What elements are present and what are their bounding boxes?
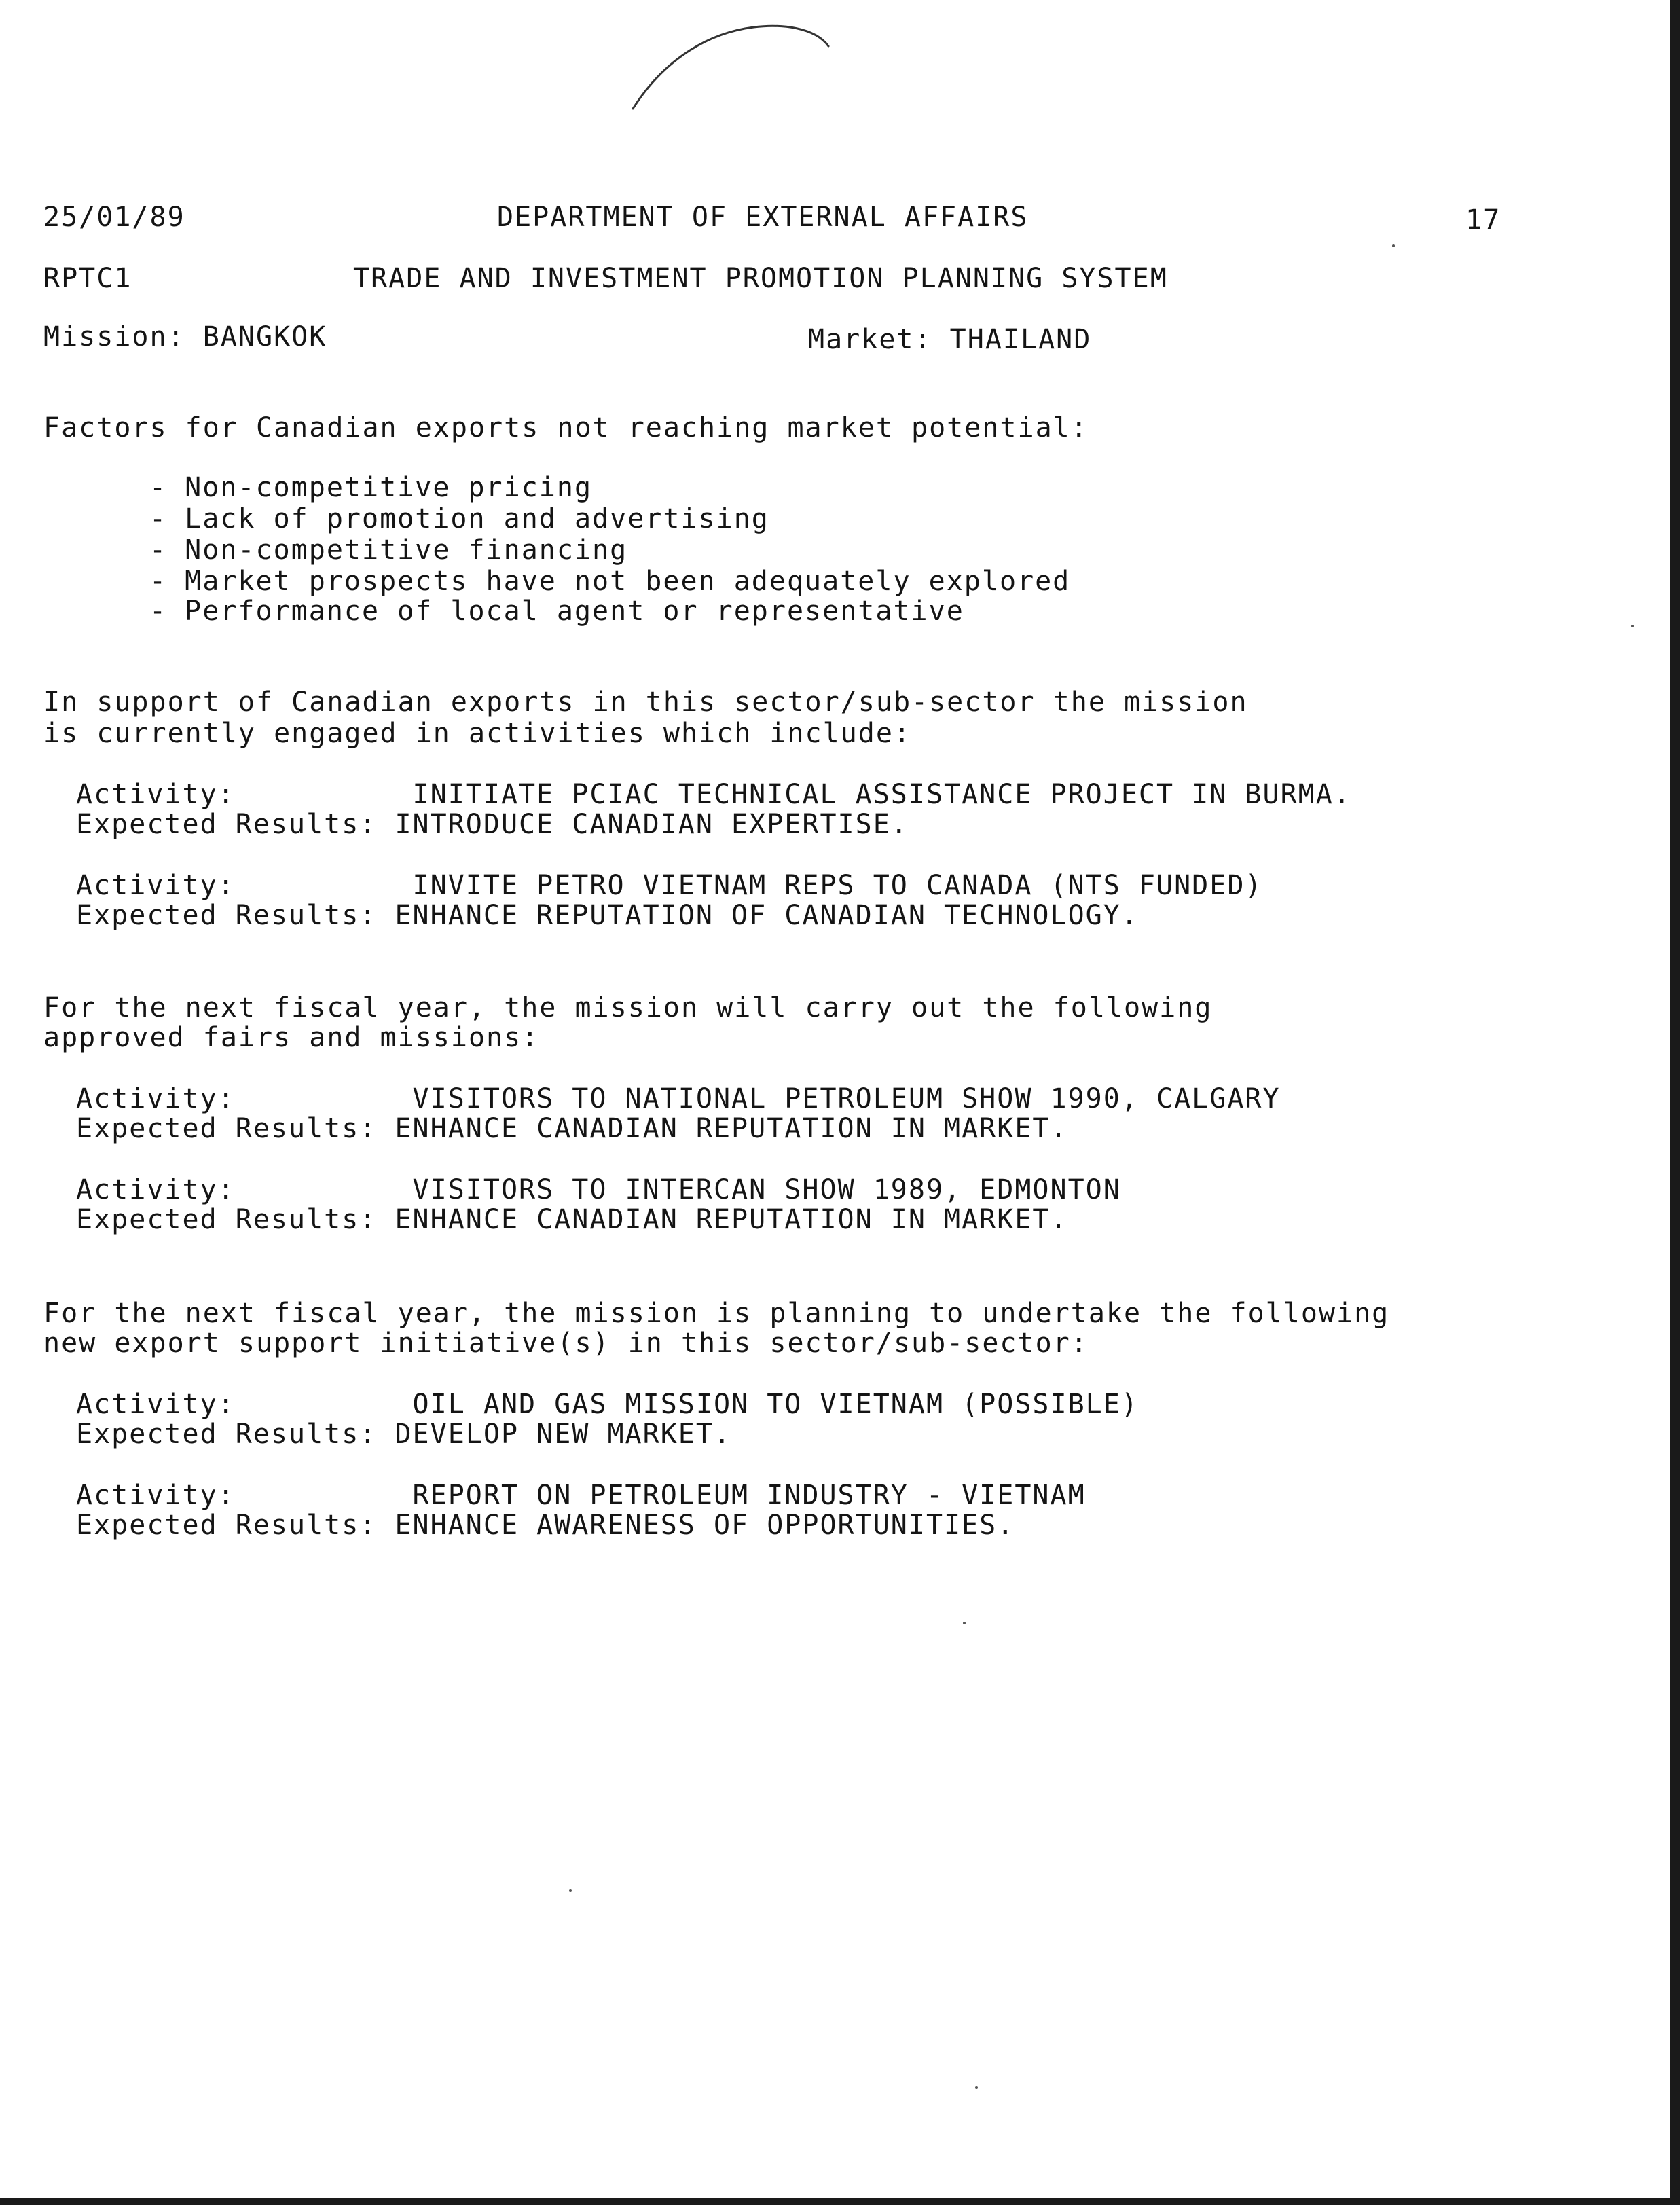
activity-line: Activity: OIL AND GAS MISSION TO VIETNAM (POSSIBLE): [76, 1389, 1139, 1420]
activity-line: Activity: VISITORS TO NATIONAL PETROLEUM SHOW 1990, CALGARY: [76, 1083, 1281, 1114]
scan-speck: [1392, 244, 1395, 247]
factor-item: - Non-competitive financing: [149, 534, 628, 566]
scan-edge-right: [1670, 0, 1680, 2205]
factor-item: - Performance of local agent or representative: [149, 596, 964, 627]
expected-results-line: Expected Results: INTRODUCE CANADIAN EXPERTISE.: [76, 809, 909, 840]
scan-speck: [963, 1622, 966, 1624]
expected-results-line: Expected Results: ENHANCE REPUTATION OF CANADIAN TECHNOLOGY.: [76, 900, 1139, 931]
activity-line: Activity: REPORT ON PETROLEUM INDUSTRY - VIETNAM: [76, 1480, 1086, 1511]
market-label: Market: THAILAND: [808, 324, 1092, 355]
scan-speck: [975, 2086, 978, 2089]
scan-speck: [569, 1889, 572, 1892]
initiatives-intro-line2: new export support initiative(s) in this sector/sub-sector:: [43, 1328, 1089, 1359]
activity-line: Activity: INVITE PETRO VIETNAM REPS TO CANADA (NTS FUNDED): [76, 870, 1263, 901]
activity-line: Activity: VISITORS TO INTERCAN SHOW 1989, EDMONTON: [76, 1174, 1121, 1205]
factor-item: - Lack of promotion and advertising: [149, 503, 769, 534]
expected-results-line: Expected Results: ENHANCE AWARENESS OF OPPORTUNITIES.: [76, 1510, 1015, 1541]
scan-speck: [1631, 625, 1634, 627]
mission-label: Mission: BANGKOK: [43, 321, 327, 352]
initiatives-intro-line1: For the next fiscal year, the mission is planning to undertake the following: [43, 1298, 1390, 1329]
expected-results-line: Expected Results: ENHANCE CANADIAN REPUTATION IN MARKET.: [76, 1113, 1068, 1144]
current-intro-line2: is currently engaged in activities which include:: [43, 718, 912, 749]
report-date: 25/01/89: [43, 202, 185, 233]
factor-item: - Market prospects have not been adequately explored: [149, 566, 1071, 597]
scan-edge-bottom: [0, 2198, 1680, 2205]
department-title: DEPARTMENT OF EXTERNAL AFFAIRS: [497, 202, 1029, 233]
system-title: TRADE AND INVESTMENT PROMOTION PLANNING SYSTEM: [353, 263, 1168, 294]
expected-results-line: Expected Results: ENHANCE CANADIAN REPUTATION IN MARKET.: [76, 1204, 1068, 1235]
expected-results-line: Expected Results: DEVELOP NEW MARKET.: [76, 1419, 732, 1450]
factor-item: - Non-competitive pricing: [149, 472, 593, 503]
pen-mark: [611, 14, 856, 115]
fairs-intro-line1: For the next fiscal year, the mission will carry out the following: [43, 992, 1213, 1023]
page-number: 17: [1465, 204, 1501, 236]
activity-line: Activity: INITIATE PCIAC TECHNICAL ASSISTANCE PROJECT IN BURMA.: [76, 779, 1351, 810]
fairs-intro-line2: approved fairs and missions:: [43, 1022, 540, 1053]
report-code: RPTC1: [43, 263, 132, 294]
current-intro-line1: In support of Canadian exports in this sector/sub-sector the mission: [43, 687, 1248, 718]
factors-heading: Factors for Canadian exports not reaching market potential:: [43, 412, 1089, 443]
